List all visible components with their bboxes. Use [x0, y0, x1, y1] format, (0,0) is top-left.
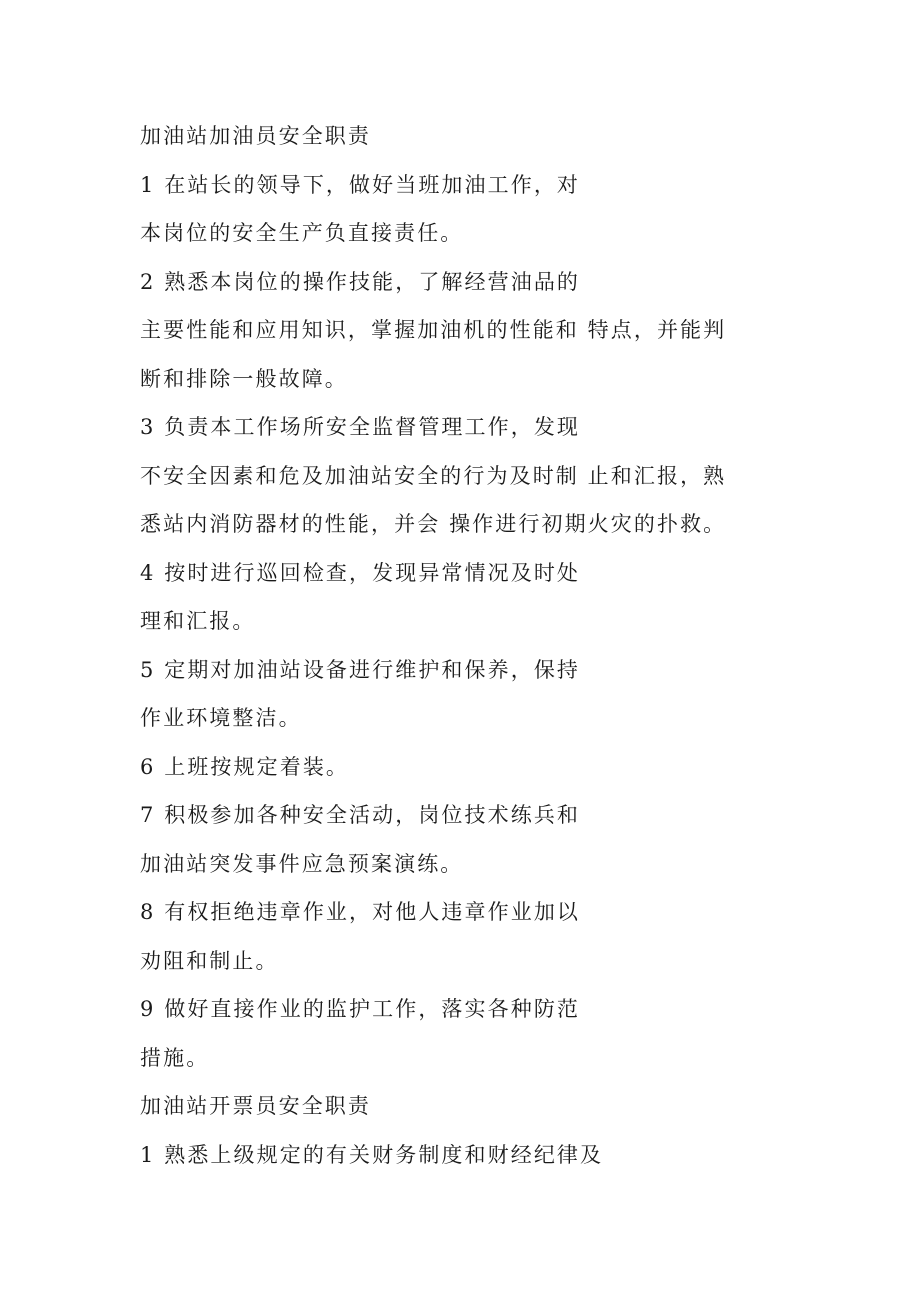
text-line: 作业环境整洁。 — [140, 706, 302, 730]
text-line: 3 负责本工作场所安全监督管理工作，发现 — [140, 415, 581, 439]
document-body — [140, 112, 800, 1179]
text-line: 1 在站长的领导下，做好当班加油工作，对 — [140, 172, 581, 197]
text-line: 1 熟悉上级规定的有关财务制度和财经纪律及 — [140, 1142, 604, 1167]
text-line: 5 定期对加油站设备进行维护和保养，保持 — [140, 657, 581, 682]
text-line: 劝阻和制止。 — [140, 948, 279, 973]
text-line: 悉站内消防器材的性能，并会 操作进行初期火灾的扑救。 — [140, 512, 727, 536]
section-title-ticketing: 加油站开票员安全职责 — [140, 1094, 371, 1118]
text-line: 本岗位的安全生产负直接责任。 — [140, 221, 464, 245]
text-line: 措施。 — [140, 1045, 210, 1070]
text-line: 断和排除一般故障。 — [140, 366, 348, 391]
text-line: 8 有权拒绝违章作业，对他人违章作业加以 — [140, 900, 581, 924]
text-line: 主要性能和应用知识，掌握加油机的性能和 特点，并能判 — [140, 318, 727, 342]
text-line: 9 做好直接作业的监护工作，落实各种防范 — [140, 997, 581, 1021]
text-line: 2 熟悉本岗位的操作技能，了解经营油品的 — [140, 269, 581, 294]
text-line: 7 积极参加各种安全活动，岗位技术练兵和 — [140, 803, 581, 827]
text-line: 4 按时进行巡回检查，发现异常情况及时处 — [140, 560, 581, 585]
text-line: 加油站突发事件应急预案演练。 — [140, 851, 464, 876]
text-line: 理和汇报。 — [140, 609, 256, 633]
text-line: 不安全因素和危及加油站安全的行为及时制 止和汇报，熟 — [140, 463, 727, 488]
text-line: 6 上班按规定着装。 — [140, 754, 350, 779]
section-title-refueler: 加油站加油员安全职责 — [140, 124, 371, 148]
